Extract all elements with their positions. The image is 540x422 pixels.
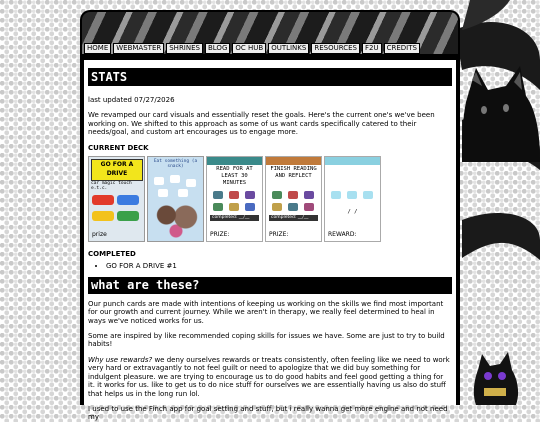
card-deck	[88, 156, 452, 242]
card-line: e.t.c.	[91, 186, 108, 192]
card-prize: prize	[92, 230, 107, 238]
car-icon	[92, 211, 114, 221]
nav-credits[interactable]: CREDITS	[384, 43, 420, 54]
nav-oc-hub[interactable]: OC HUB	[232, 43, 266, 54]
card-header-strip	[207, 157, 262, 165]
content-area	[84, 60, 456, 422]
nav-resources[interactable]: RESOURCES	[311, 43, 360, 54]
book-icon	[229, 191, 239, 199]
current-deck-heading: CURRENT DECK	[88, 143, 149, 152]
car-icon	[117, 211, 139, 221]
book-icon	[213, 191, 223, 199]
paragraph	[88, 356, 452, 398]
punch-card-snack[interactable]	[147, 156, 204, 242]
book-icon	[229, 203, 239, 211]
book-icon	[288, 203, 298, 211]
book-icon	[272, 191, 282, 199]
card-prize: PRIZE:	[210, 230, 230, 238]
completed-bar: completed: __/__	[210, 215, 259, 221]
cloud-icon	[186, 179, 196, 187]
last-updated: last updated 07/27/2026	[88, 96, 175, 104]
nav-home[interactable]: HOME	[84, 43, 111, 54]
card-prize: PRIZE:	[269, 230, 289, 238]
card-line: car magic	[91, 181, 116, 187]
punch-card-reflect[interactable]	[265, 156, 322, 242]
black-cat-illustration	[462, 62, 540, 162]
nav-blog[interactable]: BLOG	[205, 43, 230, 54]
page-title: STATS	[88, 68, 452, 86]
card-prize: REWARD:	[328, 230, 357, 238]
cloud-icon	[158, 189, 168, 197]
completed-list	[88, 262, 452, 270]
book-icon	[213, 203, 223, 211]
main-nav	[84, 43, 420, 54]
card-title: FINISH READING AND REFLECT	[270, 166, 317, 180]
card-header-strip	[325, 157, 380, 165]
paragraph-text: we deny ourselves rewards or treats consistently, often feeling like we need to work very hard or extravagantly to not feel guilt or need to apologize that we did buy something for indulgent pleasure. we are trying to encourage us to do good habits and feel good getting a thing for it. it works for us. like to get us to do nice stuff for ourselves we are essentially having us also do stuff that helps us in the long run lol.	[88, 355, 450, 398]
cube-icon	[347, 191, 357, 199]
card-line: / /	[347, 209, 358, 216]
book-icon	[304, 191, 314, 199]
section-title: what are these?	[88, 277, 452, 294]
card-title: Eat something (a snack)	[153, 159, 198, 170]
cloud-icon	[178, 189, 188, 197]
paragraph: I used to use the Finch app for goal setting and stuff, but i really wanna get more engine and not need my	[88, 404, 448, 422]
paragraph-emphasis: Why use rewards?	[88, 355, 153, 364]
mascot-illustration	[470, 350, 522, 405]
card-title: READ FOR AT LEAST 30 MINUTES	[216, 166, 253, 187]
content-panel	[80, 54, 460, 422]
cloud-icon	[170, 175, 180, 183]
car-icon	[92, 195, 114, 205]
intro-paragraph: We revamped our card visuals and essentially reset the goals. Here's the current one's we've been working on. We shifted to this approach as some of us want cards specifically catered to their needs/goal, and custom art encourages us to engage more.	[88, 111, 435, 137]
nav-outlinks[interactable]: OUTLINKS	[268, 43, 309, 54]
character-art	[152, 199, 200, 239]
punch-card-read[interactable]	[206, 156, 263, 242]
book-icon	[245, 203, 255, 211]
cloud-icon	[154, 177, 164, 185]
cube-icon	[331, 191, 341, 199]
book-icon	[288, 191, 298, 199]
cube-icon	[363, 191, 373, 199]
nav-webmaster[interactable]: WEBMASTER	[113, 43, 164, 54]
card-header-strip	[266, 157, 321, 165]
car-icon	[117, 195, 139, 205]
book-icon	[304, 203, 314, 211]
punch-card-water[interactable]	[324, 156, 381, 242]
nav-shrines[interactable]: SHRINES	[166, 43, 203, 54]
paragraph: Our punch cards are made with intentions of keeping us working on the skills we find most important for our growth and current journey. While we aren't in therapy, we really feel determined to heal in ways we've noticed works for us.	[88, 299, 444, 325]
punch-card-drive[interactable]	[88, 156, 145, 242]
paragraph: Some are inspired by like recommended coping skills for issues we have. Some are just to try to build habits!	[88, 332, 445, 349]
book-icon	[245, 191, 255, 199]
card-line: touch	[118, 181, 132, 187]
list-item: • GO FOR A DRIVE #1	[106, 262, 452, 270]
completed-bar: completed: __/__	[269, 215, 318, 221]
book-icon	[272, 203, 282, 211]
card-title: GO FOR A DRIVE	[91, 159, 143, 181]
completed-heading: COMPLETED	[88, 250, 136, 259]
nav-f2u[interactable]: F2U	[362, 43, 382, 54]
